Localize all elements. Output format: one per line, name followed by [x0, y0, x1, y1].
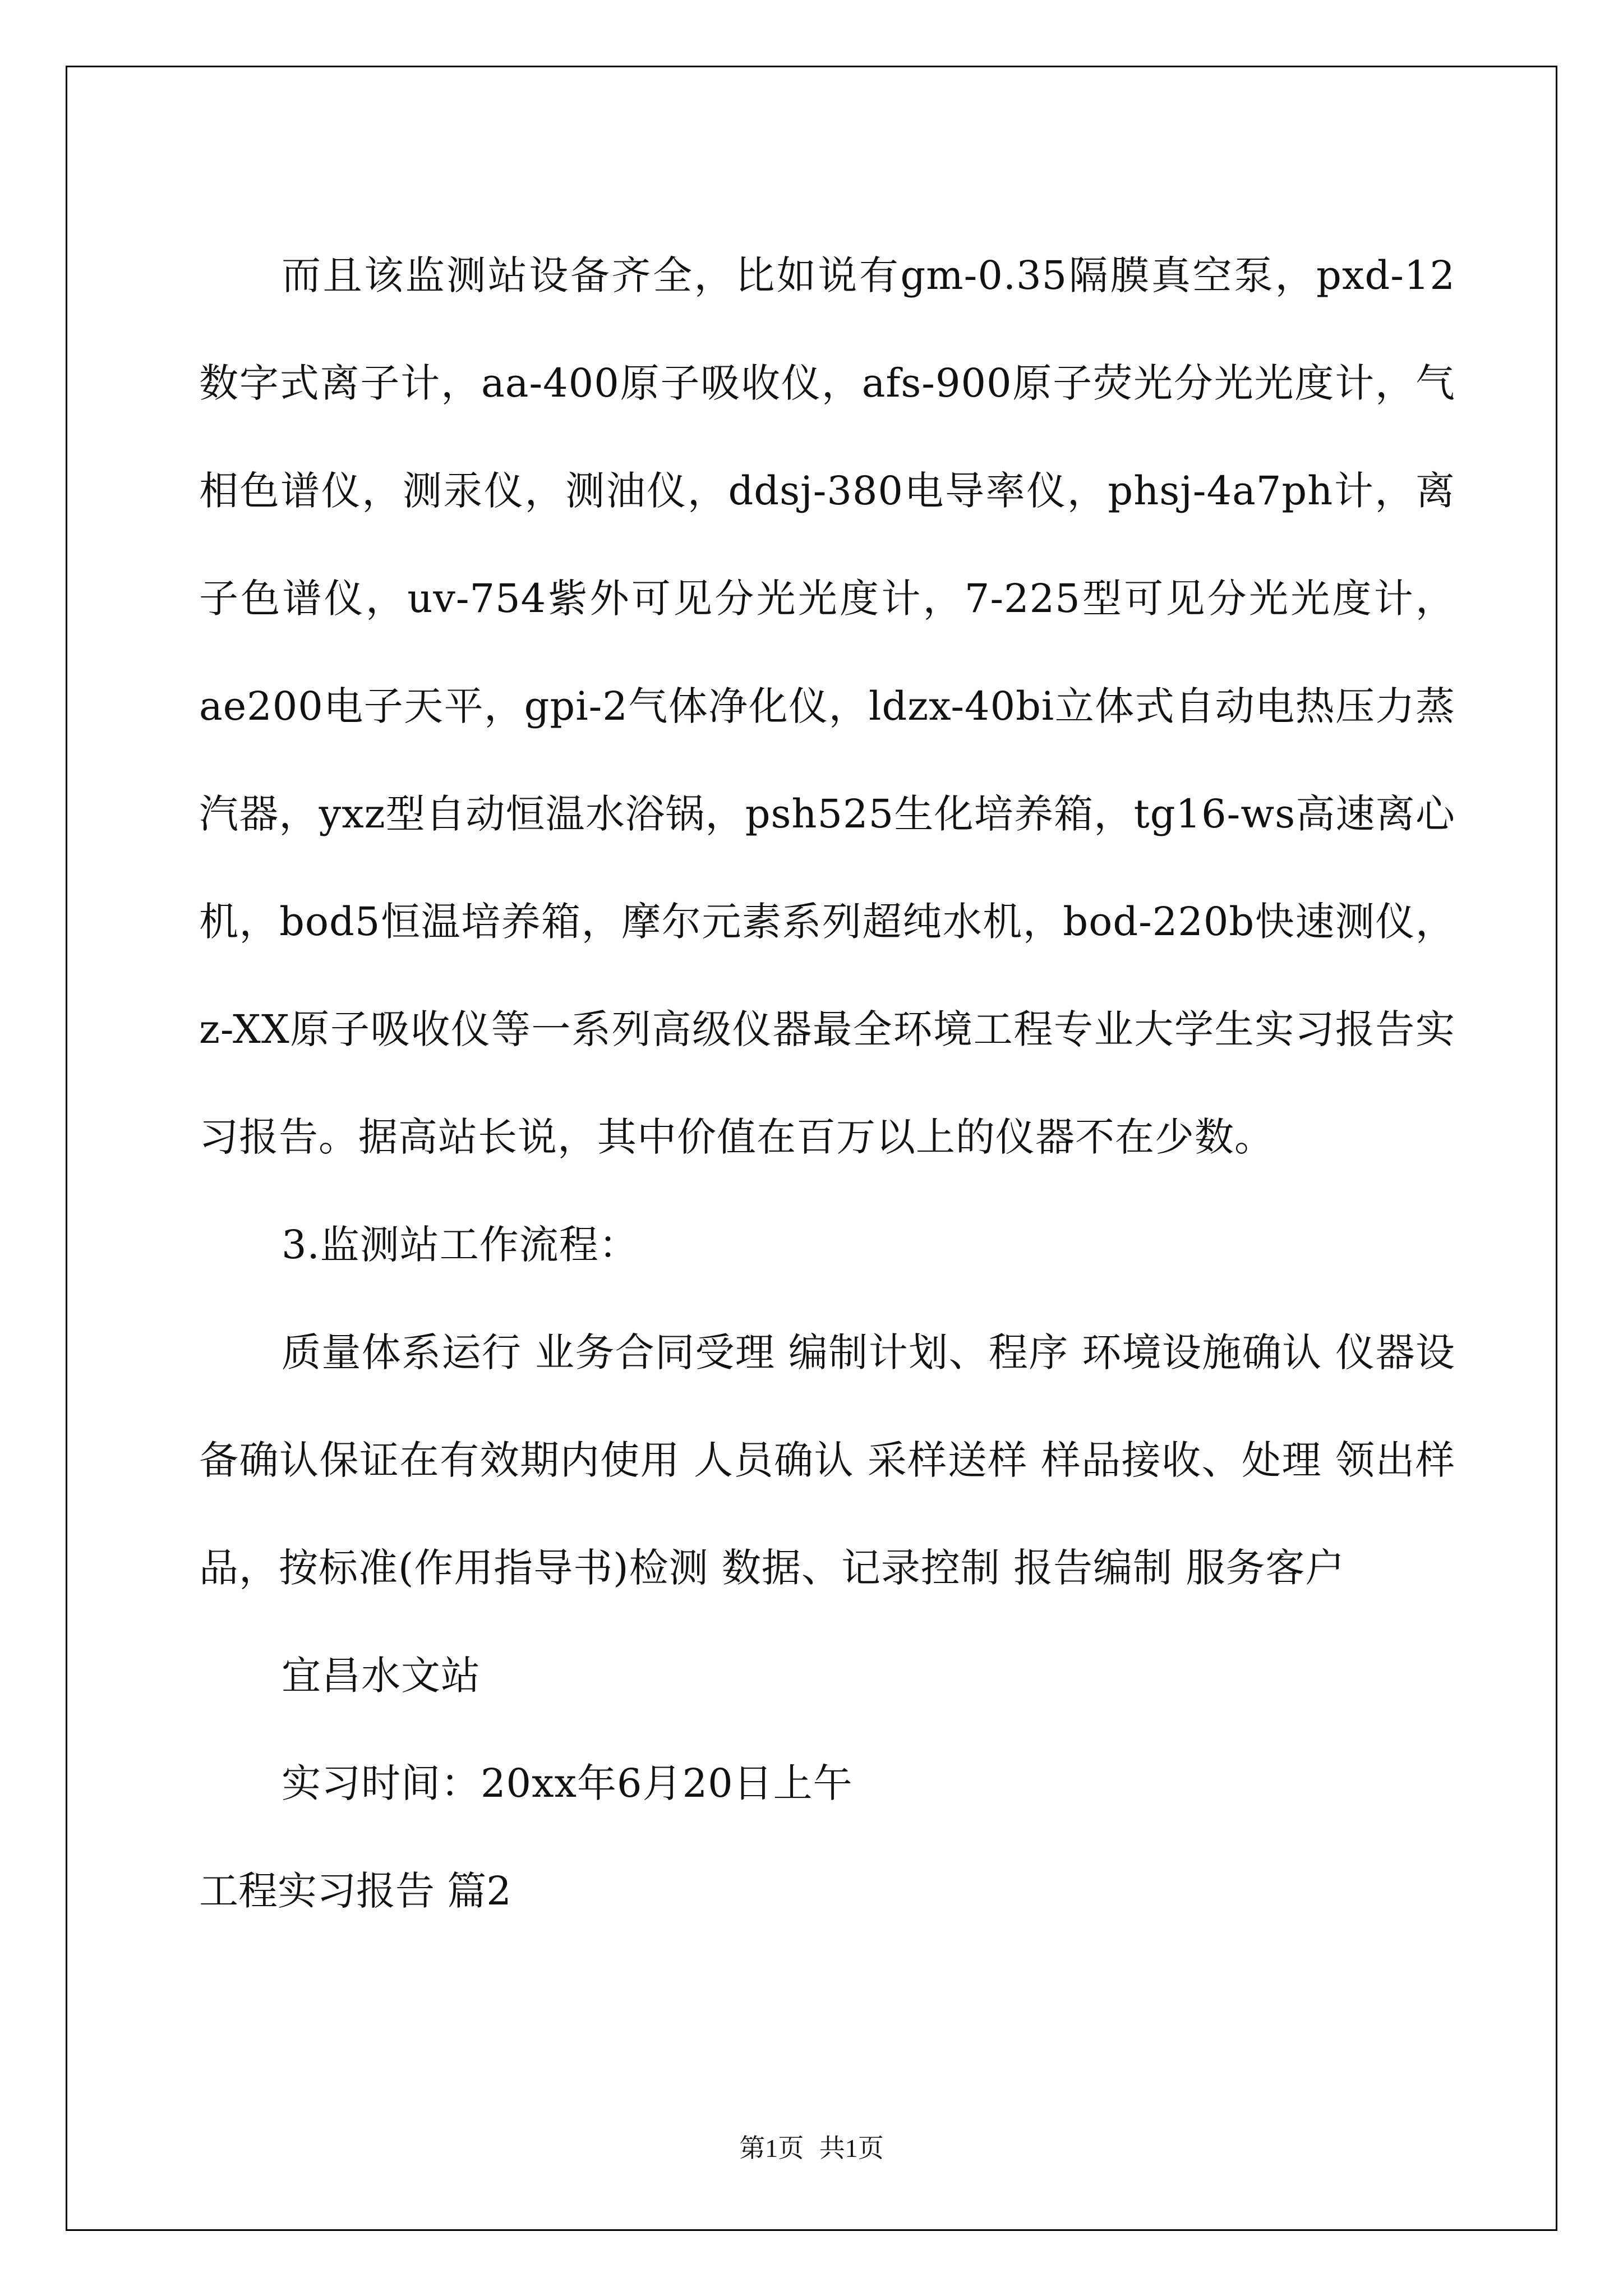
section-heading: 工程实习报告 篇2 — [199, 1868, 511, 1914]
paragraph-workflow-steps: 质量体系运行 业务合同受理 编制计划、程序 环境设施确认 仪器设备确认保证在有效期内使用 人员确认 采样送样 样品接收、处理 领出样品，按标准(作用指导书)检测 数据、记录控制 报告编制 服务客户 — [199, 1329, 1455, 1591]
paragraph-internship-time: 实习时间：20xx年6月20日上午 — [282, 1760, 853, 1806]
footer-total-pages: 共1页 — [819, 2134, 884, 2162]
footer-page-number: 第1页 — [739, 2134, 804, 2162]
paragraph-equipment: 而且该监测站设备齐全，比如说有gm-0.35隔膜真空泵，pxd-12数字式离子计，aa-400原子吸收仪，afs-900原子荧光分光光度计，气相色谱仪，测汞仪，测油仪，ddsj-380电导率仪，phsj-4a7ph计，离子色谱仪，uv-754紫外可见分光光度计，7-225型可见分光光度计，ae200电子天平，gpi-2气体净化仪，ldzx-40bi立体式自动电热压力蒸汽器，yxz型自动恒温水浴锅，psh525生化培养箱，tg16-ws高速离心机，bod5恒温培养箱，摩尔元素系列超纯水机，bod-220b快速测仪，z-XX原子吸收仪等一系列高级仪器最全环境工程专业大学生实习报告实习报告。据高站长说，其中价值在百万以上的仪器不在少数。 — [199, 252, 1455, 1160]
document-body — [199, 222, 1455, 1945]
paragraph-workflow-title: 3.监测站工作流程： — [282, 1222, 639, 1268]
page-footer — [0, 2132, 1623, 2165]
paragraph-station-name: 宜昌水文站 — [282, 1653, 481, 1699]
